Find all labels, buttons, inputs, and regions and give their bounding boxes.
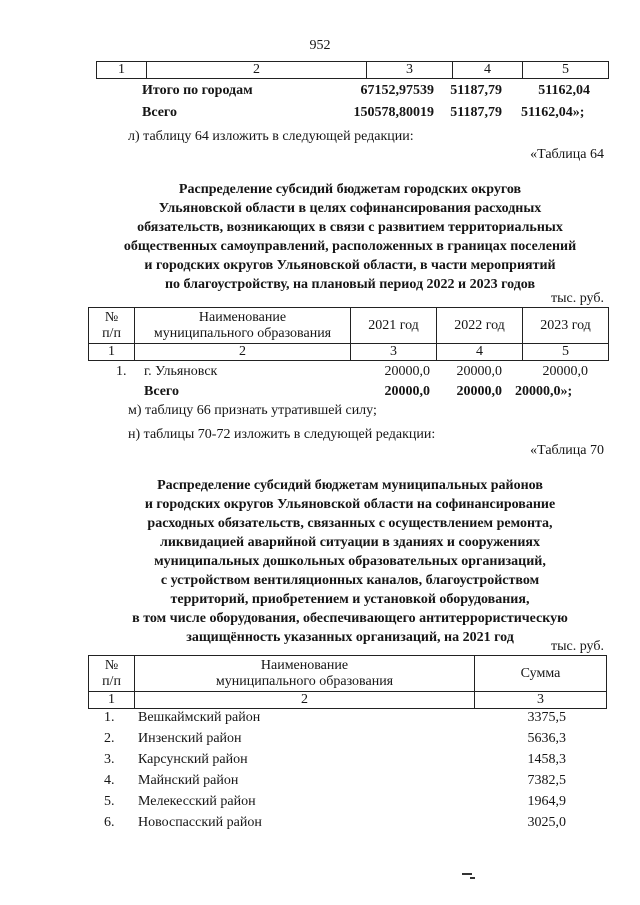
table70-row-name: Майнский район — [138, 773, 239, 788]
table64-row-name: г. Ульяновск — [144, 364, 218, 379]
table70-title-line: расходных обязательств, связанных с осуществлением ремонта, — [147, 516, 553, 531]
table64-colnum-3: 3 — [351, 344, 437, 361]
item-l-text: л) таблицу 64 изложить в следующей редакции: — [128, 129, 414, 144]
scan-mark — [470, 877, 475, 879]
prev-col-5: 5 — [523, 62, 609, 79]
table70-title-line: и городских округов Ульяновской области на софинансирование — [144, 497, 556, 512]
table70-row-name: Инзенский район — [138, 731, 242, 746]
page-number: 952 — [309, 38, 331, 53]
table64-title-line: общественных самоуправлений, расположенных в границах поселений — [123, 239, 577, 254]
table64-title-line: Ульяновской области в целях софинансирования расходных — [158, 201, 542, 216]
table64-header-num: № п/п — [89, 308, 135, 344]
table64-title-line: по благоустройству, на плановый период 2022 и 2023 годов — [164, 277, 536, 292]
table64-title-line: Распределение субсидий бюджетам городских округов — [178, 182, 522, 197]
table70-title-line: защищённость указанных организаций, на 2021 год — [186, 630, 514, 645]
table70-colnum-1: 1 — [89, 692, 135, 709]
item-n-text: н) таблицы 70-72 изложить в следующей редакции: — [128, 427, 436, 442]
table70-header — [88, 655, 607, 709]
table64-colnum-4: 4 — [437, 344, 523, 361]
table70-label: «Таблица 70 — [530, 443, 604, 458]
table70-row-num: 2. — [104, 731, 115, 746]
prev-col-1: 1 — [97, 62, 147, 79]
prev-col-2: 2 — [147, 62, 367, 79]
table70-units: тыс. руб. — [551, 639, 604, 654]
table64-header-2022: 2022 год — [437, 308, 523, 344]
table70-title-line: ликвидацией аварийной ситуации в зданиях и сооружениях — [159, 535, 541, 550]
table70-title-line: муниципальных дошкольных образовательных организаций, — [154, 554, 546, 569]
table70-row-sum: 3025,0 — [527, 815, 566, 830]
prev-row-total-2022: 51187,79 — [450, 105, 502, 120]
prev-row-total-2021: 150578,80019 — [353, 105, 434, 120]
prev-row-total-2023: 51162,04»; — [521, 105, 585, 120]
table70-title — [80, 476, 620, 647]
table64-row-2023: 20000,0 — [542, 364, 588, 379]
table64-header — [88, 307, 609, 361]
prev-row-cities-2021: 67152,97539 — [360, 83, 434, 98]
prev-row-cities-2023: 51162,04 — [538, 83, 590, 98]
table70-title-line: Распределение субсидий бюджетам муниципальных районов — [157, 478, 543, 493]
table70-row-sum: 1458,3 — [527, 752, 566, 767]
prev-row-cities-name: Итого по городам — [142, 83, 253, 98]
table64-header-name: Наименование муниципального образования — [135, 308, 351, 344]
prev-row-total-name: Всего — [142, 105, 177, 120]
prev-row-cities-2022: 51187,79 — [450, 83, 502, 98]
table70-row-num: 1. — [104, 710, 115, 725]
table70-row-name: Вешкаймский район — [138, 710, 261, 725]
table64-row-2022: 20000,0 — [456, 364, 502, 379]
table64-title-line: и городских округов Ульяновской области, в части мероприятий — [144, 258, 556, 273]
table70-header-sum: Сумма — [475, 656, 607, 692]
table64-colnum-5: 5 — [523, 344, 609, 361]
prev-col-3: 3 — [367, 62, 453, 79]
table70-colnum-3: 3 — [475, 692, 607, 709]
table64-total-2022: 20000,0 — [456, 384, 502, 399]
table64-header-2023: 2023 год — [523, 308, 609, 344]
table64-header-2021: 2021 год — [351, 308, 437, 344]
table70-row-sum: 3375,5 — [527, 710, 566, 725]
table70-row-num: 6. — [104, 815, 115, 830]
table64-colnum-1: 1 — [89, 344, 135, 361]
table70-title-line: с устройством вентиляционных каналов, благоустройством — [160, 573, 540, 588]
table64-total-name: Всего — [144, 384, 179, 399]
table70-header-name: Наименование муниципального образования — [135, 656, 475, 692]
table70-title-line: территорий, приобретением и установкой оборудования, — [170, 592, 530, 607]
prev-col-4: 4 — [453, 62, 523, 79]
prev-table-header — [96, 61, 609, 79]
table64-title-line: обязательств, возникающих в связи с развитием территориальных — [137, 220, 563, 235]
table70-row-name: Карсунский район — [138, 752, 248, 767]
item-m-text: м) таблицу 66 признать утратившей силу; — [128, 403, 377, 418]
table64-label: «Таблица 64 — [530, 147, 604, 162]
table64-units: тыс. руб. — [551, 291, 604, 306]
table70-row-num: 4. — [104, 773, 115, 788]
table70-title-line: в том числе оборудования, обеспечивающего антитеррористическую — [132, 611, 568, 626]
table64-total-2023: 20000,0»; — [515, 384, 573, 399]
table70-row-name: Мелекесский район — [138, 794, 256, 809]
table64-row-num: 1. — [116, 364, 127, 379]
table70-row-num: 3. — [104, 752, 115, 767]
table64-colnum-2: 2 — [135, 344, 351, 361]
table64-total-2021: 20000,0 — [384, 384, 430, 399]
table70-row-sum: 7382,5 — [527, 773, 566, 788]
table70-row-sum: 5636,3 — [527, 731, 566, 746]
table64-row-2021: 20000,0 — [384, 364, 430, 379]
table70-row-name: Новоспасский район — [138, 815, 262, 830]
table70-header-num: № п/п — [89, 656, 135, 692]
table70-colnum-2: 2 — [135, 692, 475, 709]
table70-row-sum: 1964,9 — [527, 794, 566, 809]
table70-row-num: 5. — [104, 794, 115, 809]
table64-title — [80, 180, 620, 294]
scan-mark — [462, 873, 472, 875]
